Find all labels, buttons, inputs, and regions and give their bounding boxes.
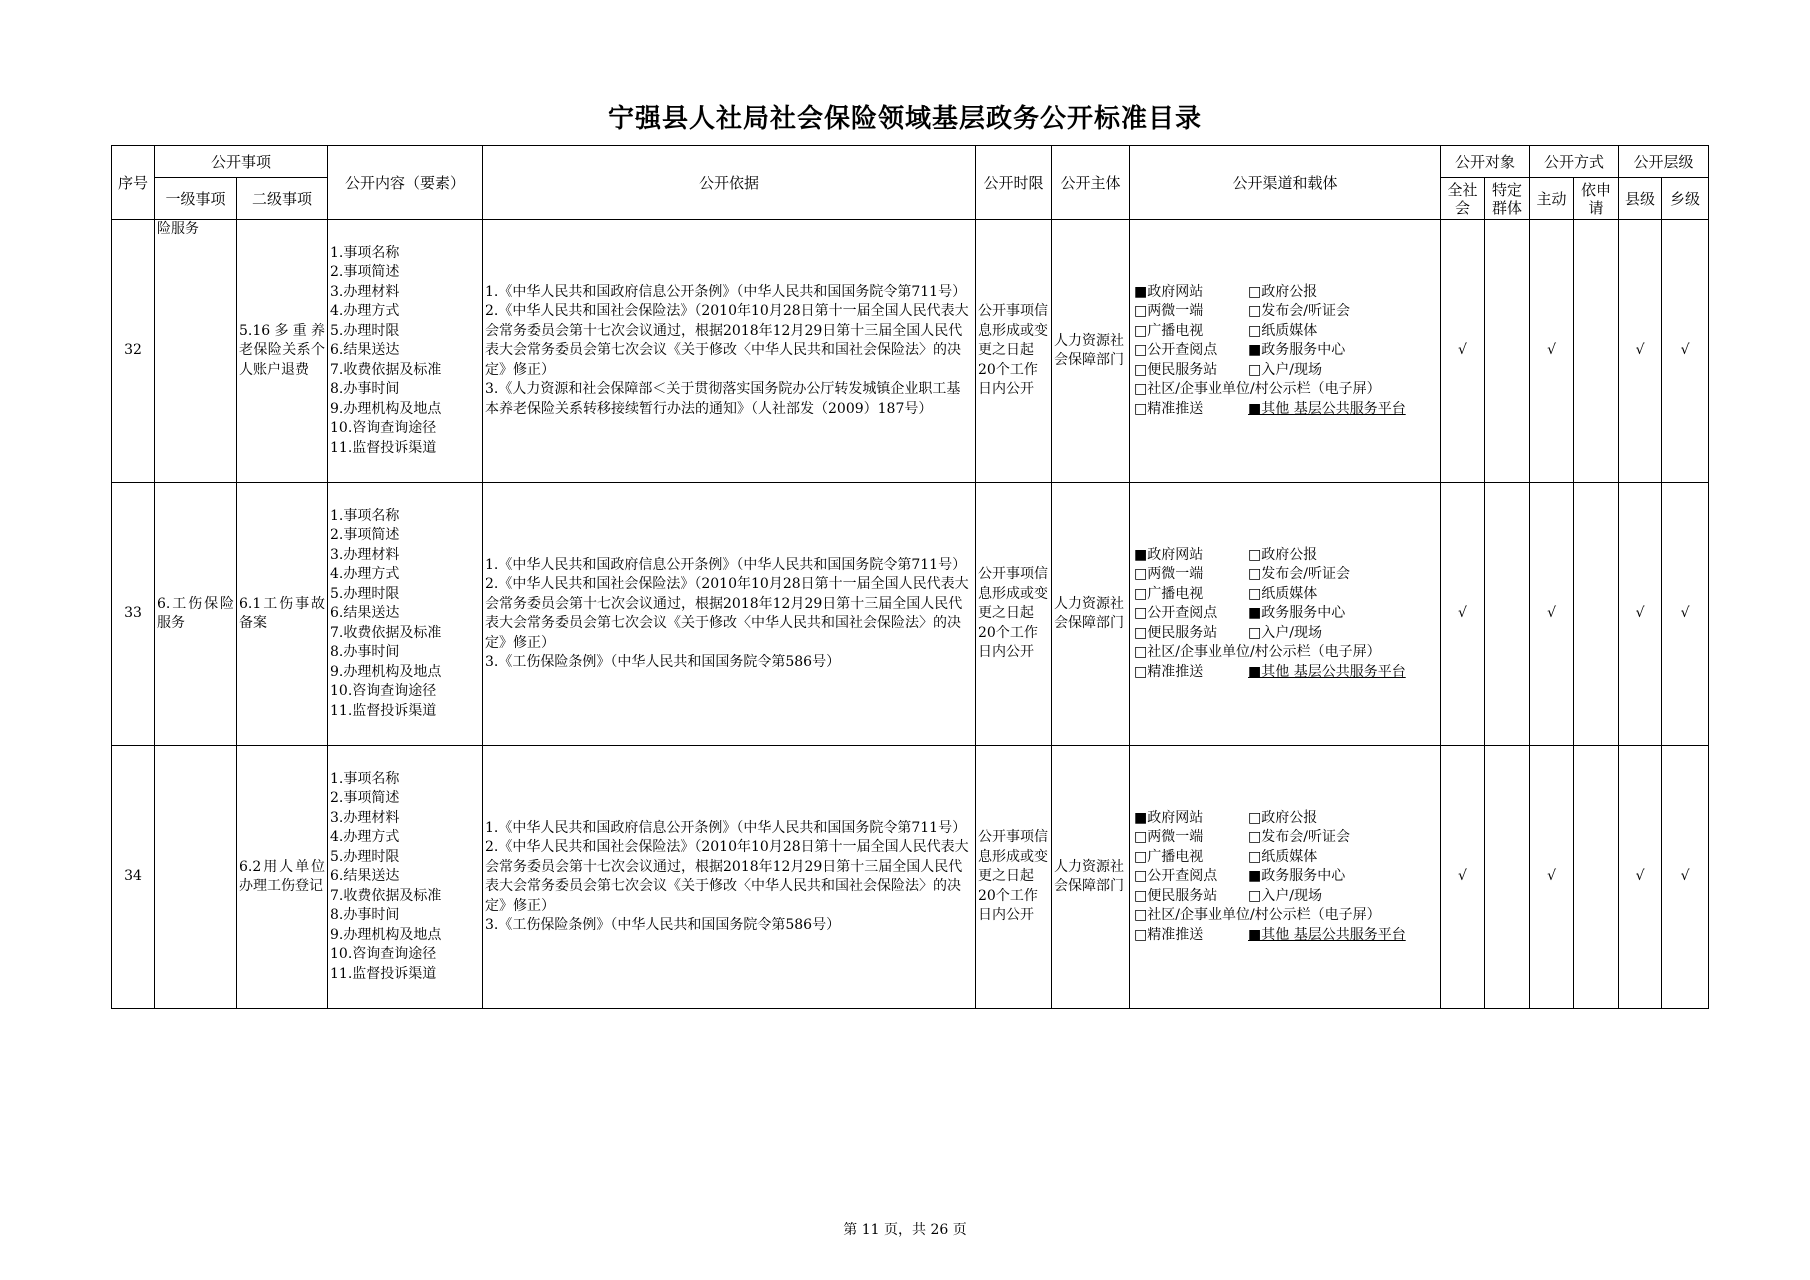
element-line: 2.事项简述: [330, 527, 400, 544]
element-line: 4.办理方式: [330, 303, 400, 320]
channel-row: [1134, 663, 1436, 683]
channel-row: [1134, 322, 1436, 342]
element-line: 5.办理时限: [330, 585, 400, 602]
element-line: 3.办理材料: [330, 546, 400, 563]
channel-row: [1134, 585, 1436, 605]
check-active: √: [1530, 220, 1574, 483]
content-elements: [328, 483, 483, 746]
channel-row: [1134, 624, 1436, 644]
channel-row: [1134, 887, 1436, 907]
level1-item: 险服务: [155, 220, 237, 483]
element-line: 11.监督投诉渠道: [330, 965, 437, 982]
element-line: 9.办理机构及地点: [330, 400, 442, 417]
element-line: 6.结果送达: [330, 342, 400, 359]
header-mode-active: 主动: [1530, 178, 1574, 220]
table-row: [112, 220, 1709, 483]
check-group: [1485, 483, 1530, 746]
element-line: 3.办理材料: [330, 283, 400, 300]
element-line: 8.办事时间: [330, 381, 400, 398]
check-town: √: [1662, 220, 1709, 483]
header-matter: 公开事项: [155, 146, 328, 178]
element-line: 2.事项简述: [330, 264, 400, 281]
header-level2: 二级事项: [237, 178, 328, 220]
header-content: 公开内容（要素）: [328, 146, 483, 220]
disclosure-catalog-table: [111, 145, 1709, 1009]
channel-row: [1134, 283, 1436, 303]
channel-option: □发布会/听证会: [1248, 829, 1350, 846]
channel-option: □政府公报: [1248, 283, 1318, 300]
channel-list: [1130, 220, 1441, 483]
channel-option: ■政府网站: [1134, 546, 1204, 563]
channel-option: □纸质媒体: [1248, 585, 1318, 602]
header-basis: 公开依据: [483, 146, 976, 220]
basis-line: 2.《中华人民共和国社会保险法》（2010年10月28日第十一届全国人民代表大会常务委员会第十七次会议通过，根据2018年12月29日第十三届全国人民代表大会常务委员会第七次会议《关于修改〈中华人民共和国社会保险法〉的决定》修正）: [485, 839, 969, 914]
channel-list: [1130, 483, 1441, 746]
header-mode: 公开方式: [1530, 146, 1619, 178]
channel-row: [1134, 828, 1436, 848]
channel-row: [1134, 848, 1436, 868]
level2-item: 6.1工伤事故备案: [237, 483, 328, 746]
channel-row: [1134, 604, 1436, 624]
check-town: √: [1662, 483, 1709, 746]
channel-option: □入户/现场: [1248, 361, 1322, 378]
check-all: √: [1441, 483, 1485, 746]
channel-option: □精准推送: [1134, 926, 1204, 943]
channel-option: □社区/企事业单位/村公示栏（电子屏）: [1134, 907, 1381, 924]
channel-option: □政府公报: [1248, 546, 1318, 563]
element-line: 6.结果送达: [330, 868, 400, 885]
element-line: 9.办理机构及地点: [330, 926, 442, 943]
level2-item: 5.16多重养老保险关系个人账户退费: [237, 220, 328, 483]
level1-item: [155, 746, 237, 1009]
channel-row: [1134, 341, 1436, 361]
channel-option: □政府公报: [1248, 809, 1318, 826]
header-level1: 一级事项: [155, 178, 237, 220]
element-line: 4.办理方式: [330, 566, 400, 583]
check-active: √: [1530, 483, 1574, 746]
check-active: √: [1530, 746, 1574, 1009]
header-level: 公开层级: [1619, 146, 1709, 178]
channel-option: ■政务服务中心: [1248, 868, 1346, 885]
channel-option: ■政府网站: [1134, 809, 1204, 826]
channel-option: □精准推送: [1134, 663, 1204, 680]
table-row: [112, 746, 1709, 1009]
element-line: 7.收费依据及标准: [330, 624, 442, 641]
channel-option: ■政务服务中心: [1248, 342, 1346, 359]
element-line: 11.监督投诉渠道: [330, 702, 437, 719]
basis-line: 1.《中华人民共和国政府信息公开条例》（中华人民共和国国务院令第711号）: [485, 283, 967, 300]
element-line: 2.事项简述: [330, 790, 400, 807]
header-level-town: 乡级: [1662, 178, 1709, 220]
channel-row: [1134, 361, 1436, 381]
header-channel: 公开渠道和载体: [1130, 146, 1441, 220]
element-line: 1.事项名称: [330, 770, 400, 787]
element-line: 1.事项名称: [330, 244, 400, 261]
header-target-group: 特定群体: [1485, 178, 1530, 220]
basis-list: [483, 483, 976, 746]
page-title: 宁强县人社局社会保险领域基层政务公开标准目录: [607, 104, 1202, 134]
element-line: 8.办事时间: [330, 907, 400, 924]
element-line: 7.收费依据及标准: [330, 361, 442, 378]
channel-option: □入户/现场: [1248, 624, 1322, 641]
header-subject: 公开主体: [1052, 146, 1130, 220]
channel-option: □纸质媒体: [1248, 848, 1318, 865]
channel-row: [1134, 867, 1436, 887]
level2-item: 6.2用人单位办理工伤登记: [237, 746, 328, 1009]
header-level-county: 县级: [1619, 178, 1662, 220]
check-request: [1574, 483, 1619, 746]
channel-option: □便民服务站: [1134, 361, 1218, 378]
header-time: 公开时限: [976, 146, 1052, 220]
content-elements: [328, 746, 483, 1009]
channel-option: □公开查阅点: [1134, 342, 1218, 359]
channel-row: [1134, 302, 1436, 322]
basis-list: [483, 746, 976, 1009]
check-all: √: [1441, 220, 1485, 483]
channel-option: □公开查阅点: [1134, 605, 1218, 622]
channel-option: □两微一端: [1134, 829, 1204, 846]
channel-row: [1134, 926, 1436, 946]
element-line: 3.办理材料: [330, 809, 400, 826]
channel-option: □发布会/听证会: [1248, 303, 1350, 320]
basis-line: 1.《中华人民共和国政府信息公开条例》（中华人民共和国国务院令第711号）: [485, 819, 967, 836]
channel-option: □发布会/听证会: [1248, 566, 1350, 583]
disclosure-subject: 人力资源社会保障部门: [1052, 220, 1130, 483]
element-line: 5.办理时限: [330, 322, 400, 339]
header-mode-request: 依申请: [1574, 178, 1619, 220]
row-number: 32: [112, 220, 155, 483]
element-line: 4.办理方式: [330, 829, 400, 846]
channel-row: [1134, 906, 1436, 926]
basis-line: 3.《工伤保险条例》（中华人民共和国国务院令第586号）: [485, 654, 841, 670]
element-line: 6.结果送达: [330, 605, 400, 622]
channel-option: ■其他 基层公共服务平台: [1248, 926, 1406, 943]
check-county: √: [1619, 746, 1662, 1009]
element-line: 7.收费依据及标准: [330, 887, 442, 904]
element-line: 10.咨询查询途径: [330, 683, 437, 700]
element-line: 1.事项名称: [330, 507, 400, 524]
channel-option: ■政府网站: [1134, 283, 1204, 300]
check-request: [1574, 746, 1619, 1009]
channel-list: [1130, 746, 1441, 1009]
channel-option: ■政务服务中心: [1248, 605, 1346, 622]
level1-item: 6.工伤保险服务: [155, 483, 237, 746]
channel-row: [1134, 380, 1436, 400]
element-line: 9.办理机构及地点: [330, 663, 442, 680]
channel-option: ■其他 基层公共服务平台: [1248, 400, 1406, 417]
element-line: 5.办理时限: [330, 848, 400, 865]
table-row: [112, 483, 1709, 746]
channel-option: □广播电视: [1134, 848, 1204, 865]
channel-row: [1134, 643, 1436, 663]
channel-option: □便民服务站: [1134, 887, 1218, 904]
element-line: 10.咨询查询途径: [330, 420, 437, 437]
basis-line: 2.《中华人民共和国社会保险法》（2010年10月28日第十一届全国人民代表大会常务委员会第十七次会议通过，根据2018年12月29日第十三届全国人民代表大会常务委员会第七次会议《关于修改〈中华人民共和国社会保险法〉的决定》修正）: [485, 303, 969, 378]
basis-line: 3.《人力资源和社会保障部＜关于贯彻落实国务院办公厅转发城镇企业职工基本养老保险关系转移接续暂行办法的通知》（人社部发（2009）187号）: [485, 381, 961, 417]
disclosure-subject: 人力资源社会保障部门: [1052, 746, 1130, 1009]
channel-option: □社区/企事业单位/村公示栏（电子屏）: [1134, 644, 1381, 661]
disclosure-time: 公开事项信息形成或变更之日起20个工作日内公开: [976, 746, 1052, 1009]
basis-line: 3.《工伤保险条例》（中华人民共和国国务院令第586号）: [485, 917, 841, 933]
page-footer: 第 11 页，共 26 页: [843, 1222, 967, 1238]
content-elements: [328, 220, 483, 483]
channel-option: □两微一端: [1134, 566, 1204, 583]
disclosure-time: 公开事项信息形成或变更之日起20个工作日内公开: [976, 483, 1052, 746]
channel-option: □精准推送: [1134, 400, 1204, 417]
basis-list: [483, 220, 976, 483]
disclosure-subject: 人力资源社会保障部门: [1052, 483, 1130, 746]
check-county: √: [1619, 483, 1662, 746]
channel-option: □公开查阅点: [1134, 868, 1218, 885]
row-number: 33: [112, 483, 155, 746]
channel-option: □入户/现场: [1248, 887, 1322, 904]
channel-option: □广播电视: [1134, 585, 1204, 602]
disclosure-time: 公开事项信息形成或变更之日起20个工作日内公开: [976, 220, 1052, 483]
channel-option: □两微一端: [1134, 303, 1204, 320]
channel-row: [1134, 546, 1436, 566]
check-group: [1485, 220, 1530, 483]
element-line: 10.咨询查询途径: [330, 946, 437, 963]
check-town: √: [1662, 746, 1709, 1009]
basis-line: 2.《中华人民共和国社会保险法》（2010年10月28日第十一届全国人民代表大会常务委员会第十七次会议通过，根据2018年12月29日第十三届全国人民代表大会常务委员会第七次会议《关于修改〈中华人民共和国社会保险法〉的决定》修正）: [485, 576, 969, 651]
channel-option: □便民服务站: [1134, 624, 1218, 641]
header-seq: 序号: [112, 146, 155, 220]
header-target: 公开对象: [1441, 146, 1530, 178]
element-line: 11.监督投诉渠道: [330, 439, 437, 456]
channel-row: [1134, 400, 1436, 420]
channel-option: □社区/企事业单位/村公示栏（电子屏）: [1134, 381, 1381, 398]
channel-row: [1134, 809, 1436, 829]
basis-line: 1.《中华人民共和国政府信息公开条例》（中华人民共和国国务院令第711号）: [485, 556, 967, 573]
check-all: √: [1441, 746, 1485, 1009]
check-group: [1485, 746, 1530, 1009]
channel-option: □纸质媒体: [1248, 322, 1318, 339]
header-target-all: 全社会: [1441, 178, 1485, 220]
check-request: [1574, 220, 1619, 483]
channel-row: [1134, 565, 1436, 585]
element-line: 8.办事时间: [330, 644, 400, 661]
channel-option: ■其他 基层公共服务平台: [1248, 663, 1406, 680]
channel-option: □广播电视: [1134, 322, 1204, 339]
row-number: 34: [112, 746, 155, 1009]
check-county: √: [1619, 220, 1662, 483]
